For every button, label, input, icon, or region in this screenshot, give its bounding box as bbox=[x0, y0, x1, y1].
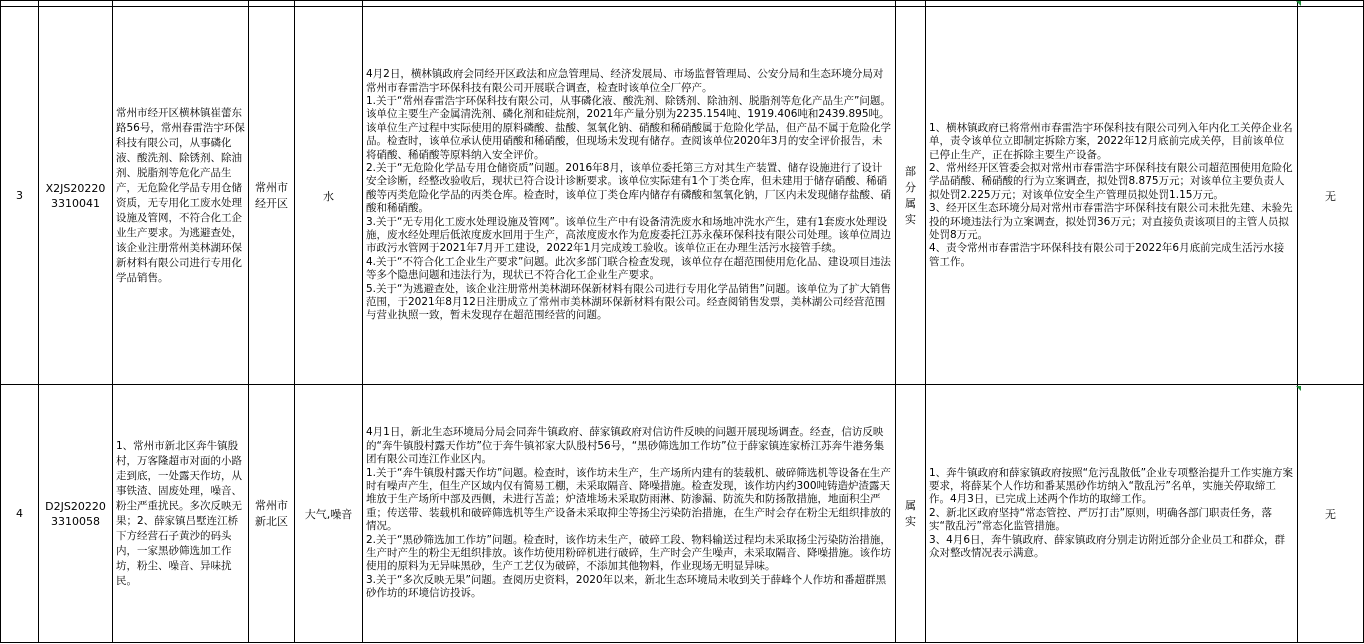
rectification-measures bbox=[926, 7, 1298, 385]
rectification-item: 2、新北区政府坚持“常态管控、严厉打击”原则，明确各部门职责任务，落实“散乱污”常态化监管措施。 bbox=[929, 506, 1273, 533]
investigation-paragraph: 4月2日，横林镇政府会同经开区政法和应急管理局、经济发展局、市场监督管理局、公安分局和生态环境分局对常州市春雷浩宇环保科技有限公司开展联合调查，检查时该单位全厂停产。 bbox=[366, 68, 884, 94]
table-row bbox=[1, 385, 1364, 643]
case-code: D2JS202203310058 bbox=[39, 385, 113, 643]
row-number: 4 bbox=[1, 385, 39, 643]
investigation-paragraph: 1.关于“常州春雷浩宇环保科技有限公司，从事磷化液、酸洗剂、除锈剂、除油剂、脱脂剂等危化产品生产”问题。该单位主要生产金属清洗剂、磷化剂和硅烷剂，2021年产量分别为2235.154吨、1919.406吨和2439.895吨。该单位生产过程中实际使用的原料磷酸、盐酸、氢氧化钠、硝酸和稀硝酸属于危险化学品，但产品不属于危险化学品。检查时，该单位承认使用硝酸和稀硝酸，但现场未发现有储存。查阅该单位2020年3月的安全评价报告，未将硝酸、稀硝酸等原料纳入安全评价。 bbox=[366, 94, 891, 161]
investigation-paragraph: 3.关于“多次反映无果”问题。查阅历史资料，2020年以来，新北生态环境局未收到关于薛峰个人作坊和番超群黑砂作坊的环境信访投诉。 bbox=[366, 573, 887, 600]
investigation-paragraph: 2.关于“无危险化学品专用仓储资质”问题。2016年8月，该单位委托第三方对其生产装置、储存设施进行了设计安全诊断，经整改验收后，现状已符合设计诊断要求。该单位实际建有1个丁类仓库，但未建用于储存硝酸、稀硝酸等丙类危险化学品的丙类仓库。检查时，该单位丁类仓库内储存有磷酸和氢氧化钠，厂区内未发现储存盐酸、硝酸和稀硝酸。 bbox=[366, 161, 891, 215]
complaint-content: 1、常州市新北区奔牛镇殷村，万客隆超市对面的小路走到底，一处露天作坊，从事铁渣、固废处理，噪音、粉尘严重扰民。多次反映无果；2、薛家镇吕墅连江桥下方经营石子黄沙的码头内，一家黑砂筛选加工作坊，粉尘、噪音、异味扰民。 bbox=[113, 385, 249, 643]
rectification-item: 3、经开区生态环境分局对常州市春雷浩宇环保科技有限公司未批先建、未验先投的环境违法行为立案调查，拟处罚36万元；对直接负责该项目的主管人员拟处罚8万元。 bbox=[929, 202, 1293, 242]
investigation-paragraph: 2.关于“黑砂筛选加工作坊”问题。检查时，该作坊未生产，破碎工段、物料输送过程均未采取扬尘污染防治措施，生产时产生的粉尘无组织排放。该作坊使用粉碎机进行破碎，生产时会产生噪声，未采取隔音、降噪措施。该作坊使用的原料为无异味黑砂，生产工艺仅为破碎，不添加其他物料，作业现场无明显异味。 bbox=[366, 533, 891, 573]
rectification-item: 1、横林镇政府已将常州市春雷浩宇环保科技有限公司列入年内化工关停企业名单，责令该单位立即制定拆除方案，2022年12月底前完成关停，目前该单位已停止生产，正在拆除主要生产设备。 bbox=[929, 121, 1293, 161]
rectification-measures bbox=[926, 385, 1298, 643]
investigation-paragraph: 5.关于“为逃避查处，该企业注册常州美林湖环保新材料有限公司进行专用化学品销售”问题。该单位为了扩大销售范围，于2021年8月12日注册成立了常州市美林湖环保新材料有限公司。经查阅销售发票，美林湖公司经营范围与营业执照一致，暂未发现存在超范围经营的问题。 bbox=[366, 282, 891, 322]
investigation-details bbox=[363, 7, 896, 385]
complaint-content: 常州市经开区横林镇崔蕾东路56号，常州春雷浩宇环保科技有限公司，从事磷化液、酸洗剂、除锈剂、除油剂、脱脂剂等危化产品生产，无危险化学品专用仓储资质，无专用化工废水处理设施及管网，不符合化工企业生产要求。为逃避查处，该企业注册常州美林湖环保新材料有限公司进行专用化学品销售。 bbox=[113, 7, 249, 385]
remark: 无 bbox=[1298, 7, 1364, 385]
rectification-item: 2、常州经开区管委会拟对常州市春雷浩宇环保科技有限公司超范围使用危险化学品硝酸、稀硝酸的行为立案调查，拟处罚8.875万元；对该单位主要负责人拟处罚2.225万元；对该单位安全生产管理员拟处罚1.15万元。 bbox=[929, 161, 1293, 201]
remark: 无 bbox=[1298, 385, 1364, 643]
verdict: 属实 bbox=[896, 385, 926, 643]
case-code: X2JS202203310041 bbox=[39, 7, 113, 385]
rectification-item: 4、责令常州市春雷浩宇环保科技有限公司于2022年6月底前完成生活污水接管工作。 bbox=[929, 242, 1285, 268]
investigation-paragraph: 1.关于“奔牛镇殷村露天作坊”问题。检查时，该作坊未生产，生产场所内建有的装载机、破碎筛选机等设备在生产时有噪声产生，但生产区域内仅有简易工棚，未采取隔音、降噪措施。检查发现，该作坊内约300吨铸造炉渣露天堆放于生产场所中部及西侧，未进行苫盖；炉渣堆场未采取防雨淋、防渗漏、防流失和防扬散措施，地面积尘严重；传送带、装载机和破碎筛选机等生产设备未采取抑尘等扬尘污染防治措施，在生产时会存在粉尘无组织排放的情况。 bbox=[366, 466, 891, 533]
cell-comment-marker bbox=[1296, 1, 1301, 6]
investigation-paragraph: 3.关于“无专用化工废水处理设施及管网”。该单位生产中有设备清洗废水和场地冲洗水产生，建有1套废水处理设施，废水经处理后低浓度废水回用于生产，高浓度废水作为危废委托江苏永葆环保科技有限公司处理。该单位周边市政污水管网于2021年7月开工建设，2022年1月完成竣工验收。该单位正在办理生活污水接管手续。 bbox=[366, 215, 891, 255]
rectification-item: 1、奔牛镇政府和薛家镇政府按照“危污乱散低”企业专项整治提升工作实施方案要求，将薛某个人作坊和番某黑砂作坊纳入“散乱污”名单，实施关停取缔工作。4月3日，已完成上述两个作坊的取缔工作。 bbox=[929, 466, 1294, 506]
rectification-item: 3、4月6日，奔牛镇政府、薛家镇政府分别走访附近部分企业员工和群众，群众对整改情况表示满意。 bbox=[929, 533, 1286, 560]
administrative-area: 常州市新北区 bbox=[249, 385, 295, 643]
row-number: 3 bbox=[1, 7, 39, 385]
administrative-area: 常州市经开区 bbox=[249, 7, 295, 385]
table-row bbox=[1, 7, 1364, 385]
investigation-details bbox=[363, 385, 896, 643]
investigation-paragraph: 4.关于“不符合化工企业生产要求”问题。此次多部门联合检查发现，该单位存在超范围使用危化品、建设项目违法等多个隐患问题和违法行为，现状已不符合化工企业生产要求。 bbox=[366, 255, 891, 282]
investigation-paragraph: 4月1日，新北生态环境局分局会同奔牛镇政府、薛家镇政府对信访件反映的问题开展现场调查。经查，信访反映的“奔牛镇殷村露天作坊”位于奔牛镇祁家大队殷村56号，“黑砂筛选加工作坊”位于薛家镇连家桥江苏奔牛港务集团有限公司连江作业区内。 bbox=[366, 426, 885, 466]
pollution-type: 水 bbox=[295, 7, 363, 385]
cell-comment-marker bbox=[1296, 386, 1301, 391]
pollution-type: 大气,噪音 bbox=[295, 385, 363, 643]
verdict: 部分属实 bbox=[896, 7, 926, 385]
